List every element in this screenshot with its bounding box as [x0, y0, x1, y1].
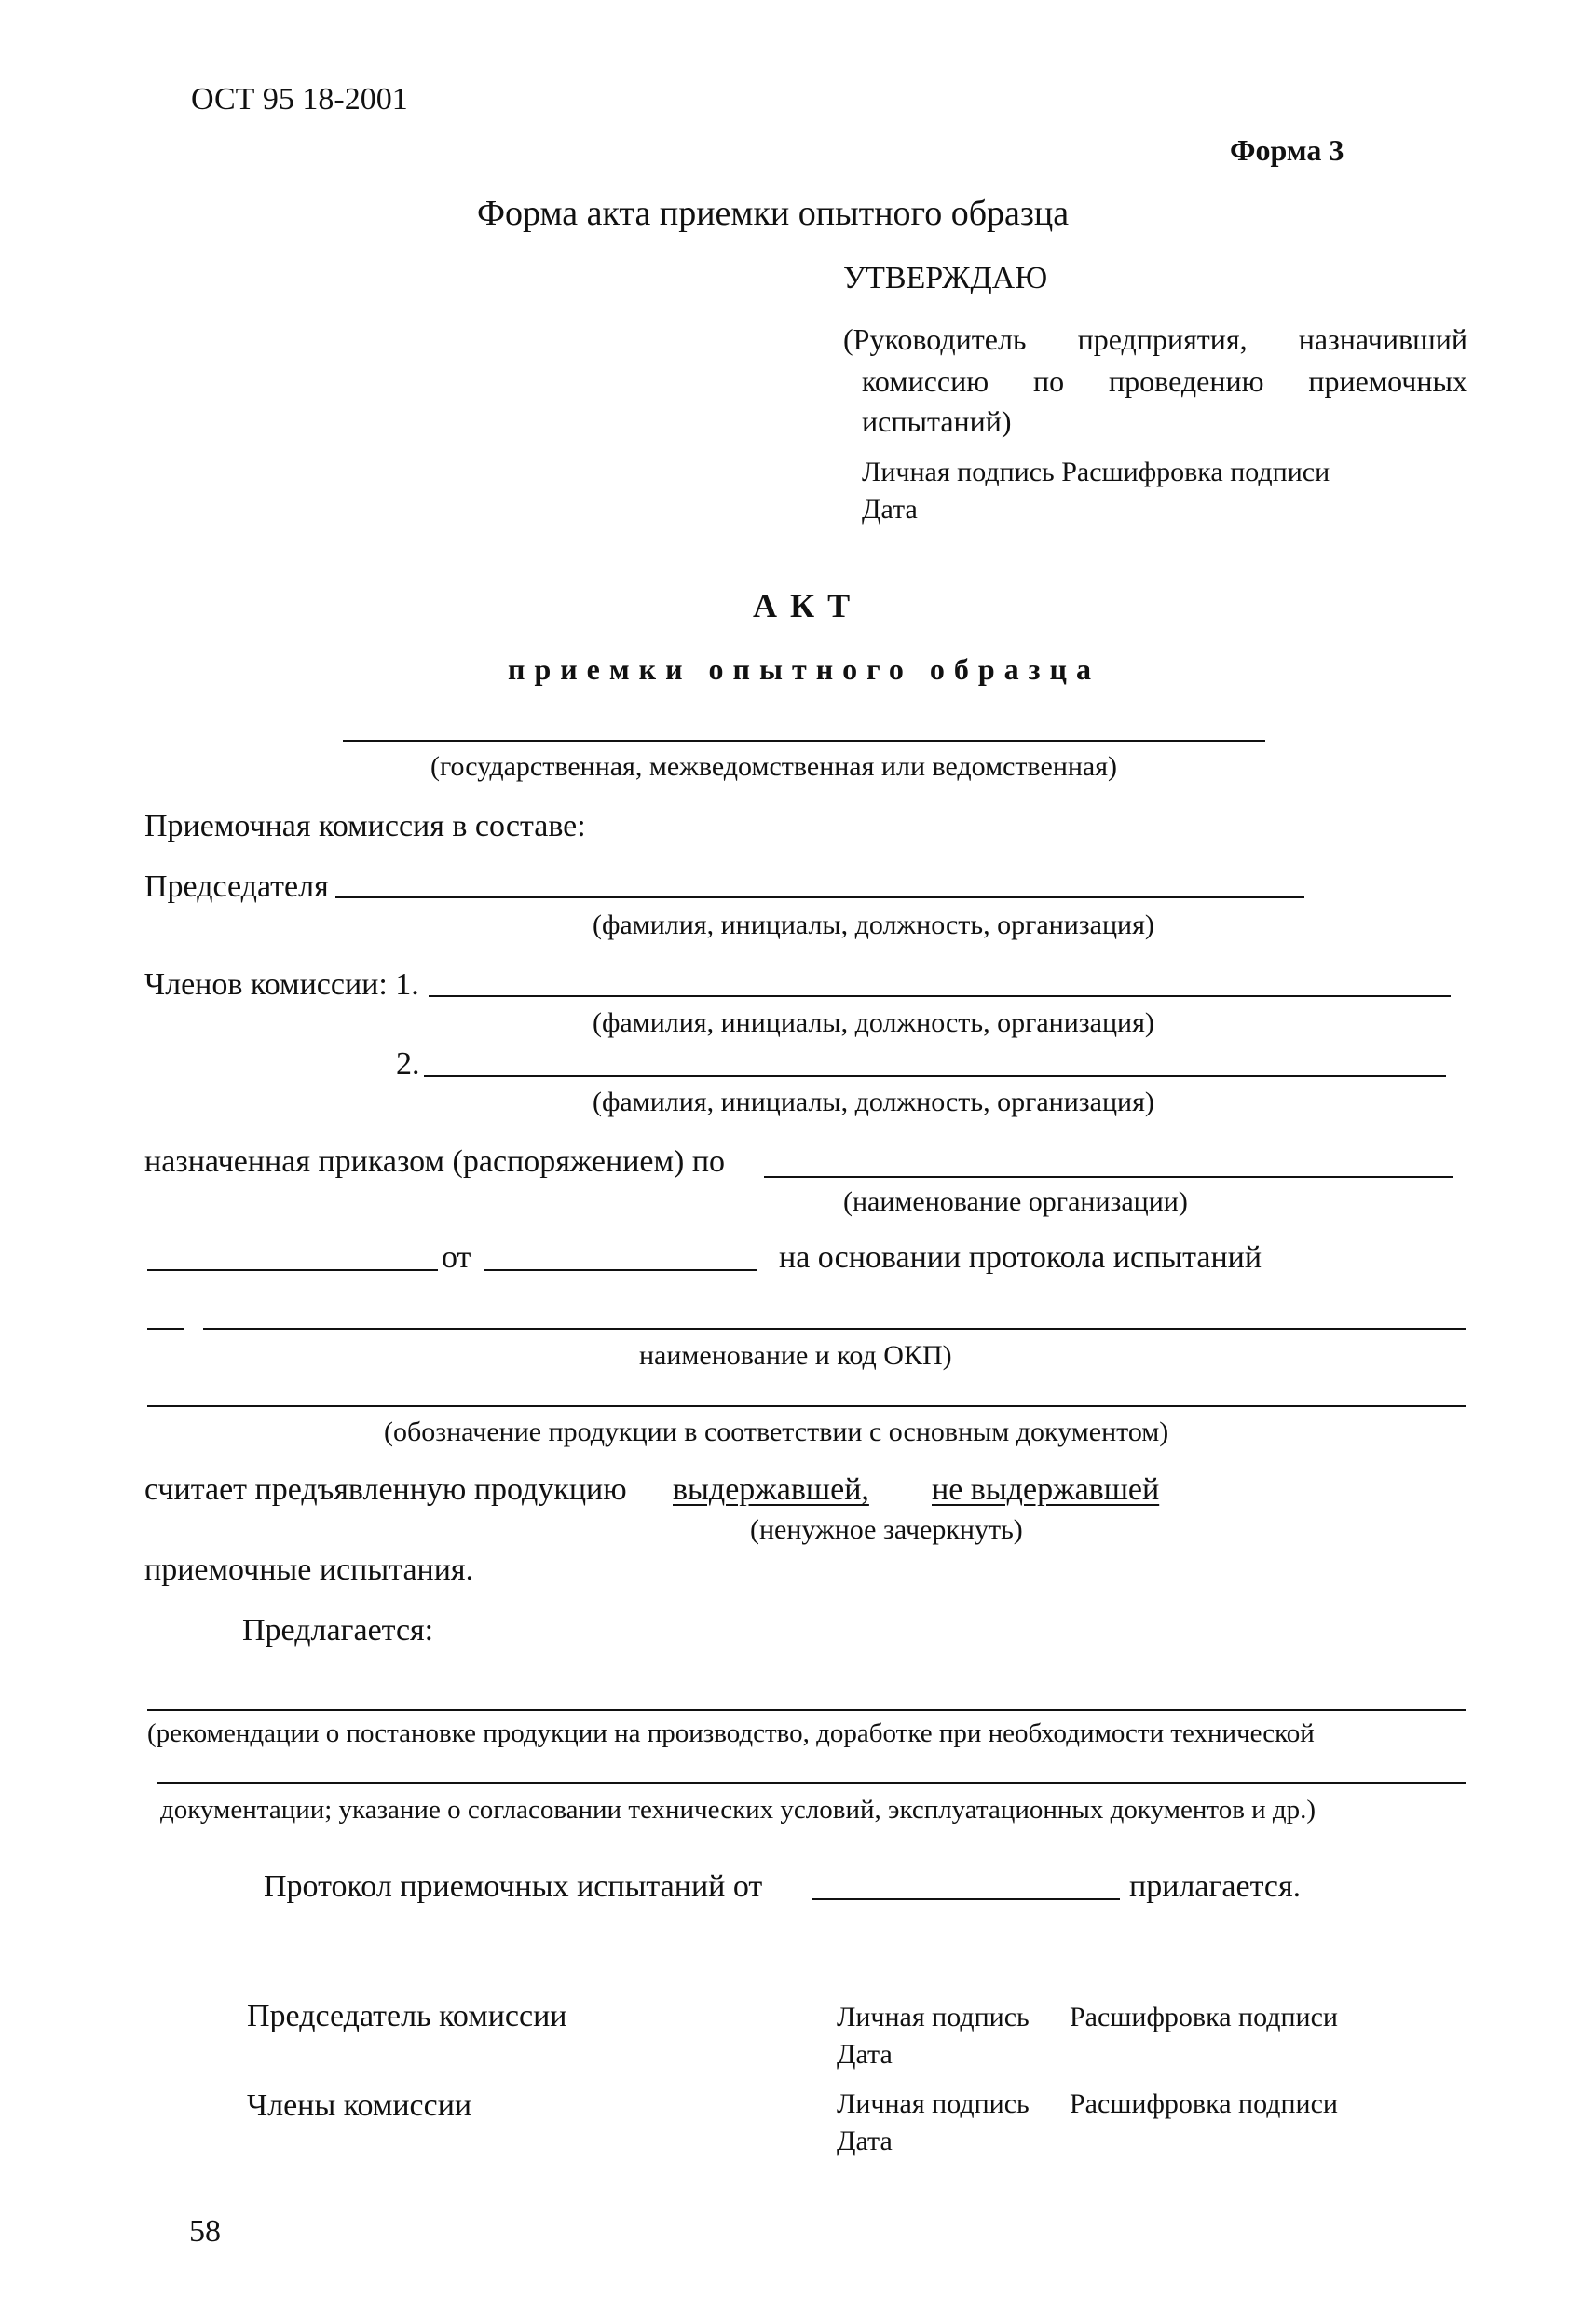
chairman-label: Председателя — [144, 869, 329, 904]
organization-line — [764, 1176, 1453, 1178]
signature-chairman-date: Дата — [837, 2039, 893, 2070]
page-number: 58 — [189, 2214, 221, 2249]
protocol-text: Протокол приемочных испытаний от — [264, 1869, 763, 1904]
page-title: Форма акта приемки опытного образца — [477, 194, 1070, 233]
act-type-line — [343, 740, 1265, 742]
proposal-caption-line2: документации; указание о согласовании технических условий, эксплуатационных документов и др.) — [160, 1795, 1316, 1825]
member1-line — [429, 995, 1451, 997]
decision-failed-option: не выдержавшей — [932, 1472, 1160, 1507]
signature-members-date: Дата — [837, 2126, 893, 2156]
approval-heading: УТВЕРЖДАЮ — [843, 261, 1048, 295]
commission-intro: Приемочная комиссия в составе: — [144, 809, 586, 843]
member2-caption: (фамилия, инициалы, должность, организация) — [593, 1087, 1154, 1117]
signature-members-transcript: Расшифровка подписи — [1070, 2088, 1338, 2119]
members-label: Членов комиссии: 1. — [144, 967, 419, 1002]
signature-chairman-label: Председатель комиссии — [247, 1999, 567, 2033]
strike-note: (ненужное зачеркнуть) — [750, 1514, 1023, 1545]
appointed-text: назначенная приказом (распоряжением) по — [144, 1144, 726, 1179]
act-subtitle: приемки опытного образца — [508, 652, 1100, 686]
chairman-caption: (фамилия, инициалы, должность, организация) — [593, 910, 1154, 940]
form-number: Форма 3 — [1230, 133, 1344, 167]
proposal-line2 — [157, 1782, 1466, 1784]
okp-caption: наименование и код ОКП) — [639, 1340, 952, 1371]
decision-text: считает предъявленную продукцию — [144, 1472, 627, 1507]
protocol-date-line — [812, 1898, 1120, 1900]
approval-date: Дата — [862, 494, 918, 525]
approval-role-line1: (Руководитель предприятия, назначивший — [843, 322, 1467, 356]
proposal-label: Предлагается: — [242, 1613, 434, 1648]
standard-code: ОСТ 95 18-2001 — [191, 82, 408, 116]
from-label: от — [442, 1240, 471, 1275]
act-title: АКТ — [753, 587, 864, 624]
decision-tests: приемочные испытания. — [144, 1553, 474, 1587]
approval-role-line3: испытаний) — [862, 404, 1012, 438]
signature-members-personal: Личная подпись — [837, 2088, 1030, 2119]
order-number-line — [147, 1269, 438, 1271]
act-type-caption: (государственная, межведомственная или ведомственная) — [430, 751, 1118, 782]
approval-signature-line: Личная подпись Расшифровка подписи — [862, 457, 1330, 487]
order-date-line — [484, 1269, 757, 1271]
organization-caption: (наименование организации) — [843, 1186, 1188, 1217]
proposal-line1 — [147, 1709, 1466, 1711]
okp-line — [203, 1328, 1466, 1330]
member2-line — [424, 1075, 1446, 1077]
protocol-suffix: прилагается. — [1129, 1869, 1302, 1904]
member2-number: 2. — [396, 1047, 420, 1081]
protocol-basis-text: на основании протокола испытаний — [779, 1240, 1262, 1275]
product-caption: (обозначение продукции в соответствии с основным документом) — [384, 1416, 1169, 1447]
decision-passed-option: выдержавшей, — [673, 1472, 869, 1507]
proposal-caption-line1: (рекомендации о постановке продукции на производство, доработке при необходимости технической — [147, 1718, 1315, 1748]
approval-role-line2: комиссию по проведению приемочных — [862, 364, 1467, 398]
signature-chairman-personal: Личная подпись — [837, 2002, 1030, 2032]
chairman-line — [335, 896, 1304, 898]
signature-chairman-transcript: Расшифровка подписи — [1070, 2002, 1338, 2032]
product-line — [147, 1405, 1466, 1407]
okp-line-stub — [147, 1328, 184, 1330]
signature-members-label: Члены комиссии — [247, 2088, 472, 2123]
member1-caption: (фамилия, инициалы, должность, организация) — [593, 1007, 1154, 1038]
